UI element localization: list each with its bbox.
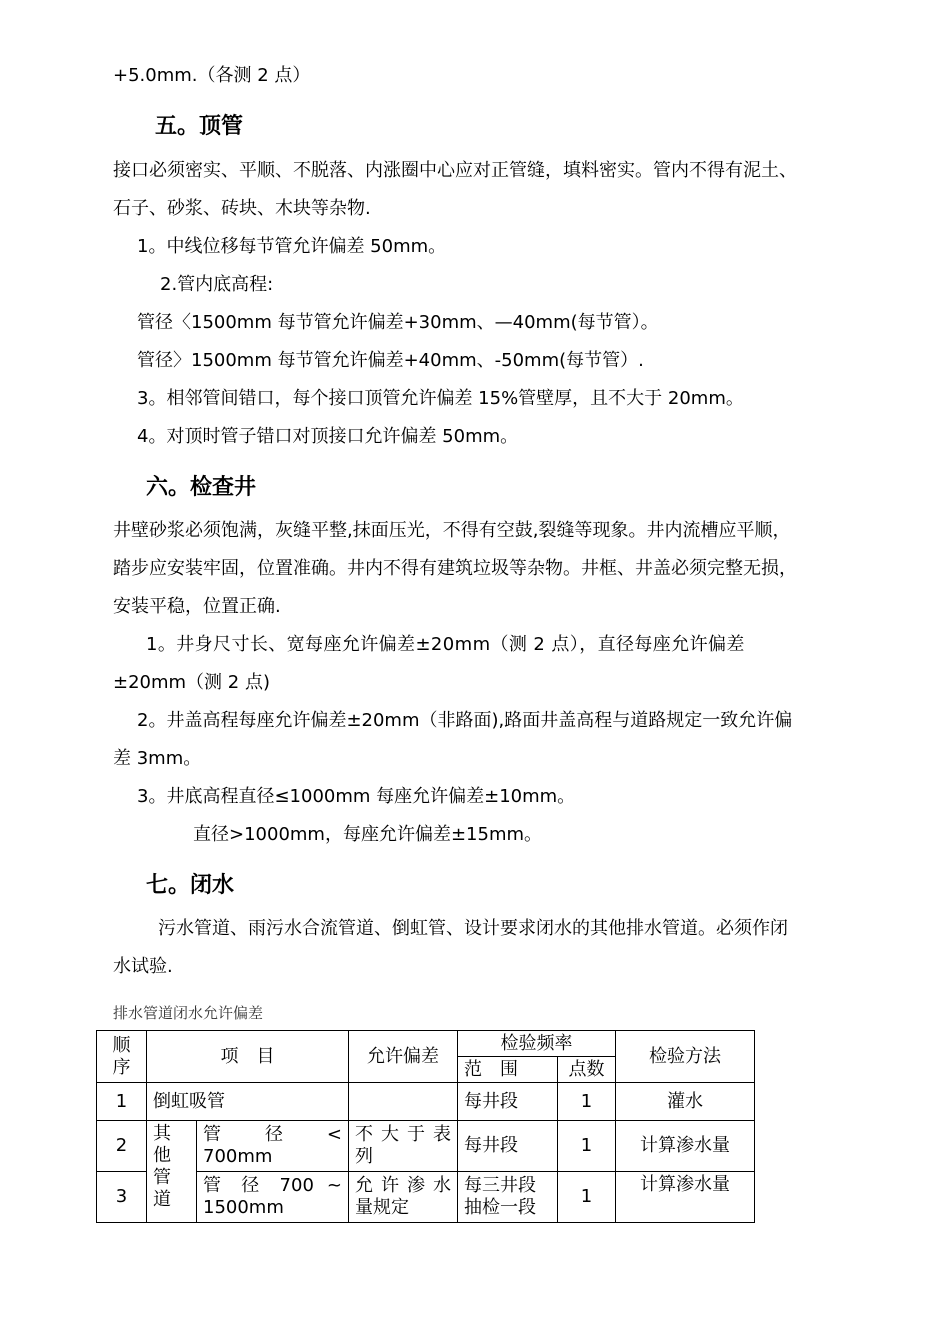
sec6-item-2-line1: 2。井盖高程每座允许偏差±20mm（非路面),路面井盖高程与道路规定一致允许偏 (137, 710, 793, 731)
row2-item-line1: 管 径 < (203, 1124, 342, 1145)
row2-tolerance-line2: 列 (355, 1146, 373, 1167)
header-range: 范 围 (458, 1057, 558, 1083)
other-pipes-label: 其 他 管 道 (147, 1121, 197, 1223)
header-frequency: 检验频率 (458, 1031, 616, 1057)
row2-range: 每井段 (458, 1121, 558, 1172)
row3-range (458, 1172, 558, 1223)
row2-item (197, 1121, 349, 1172)
row1-points: 1 (558, 1083, 616, 1121)
sec6-paragraph-line1: 井壁砂浆必须饱满，灰缝平整,抹面压光，不得有空鼓,裂缝等现象。井内流槽应平顺， (113, 520, 791, 541)
sec6-paragraph-line3: 安装平稳，位置正确. (113, 596, 281, 617)
table-row (97, 1083, 755, 1121)
sec5-item-1: 1。中线位移每节管允许偏差 50mm。 (137, 236, 447, 257)
header-tolerance: 允许偏差 (349, 1031, 458, 1083)
sec6-item-3-b: 直径>1000mm，每座允许偏差±15mm。 (193, 824, 543, 845)
sec5-item-2a: 管径〈1500mm 每节管允许偏差+30mm、—40mm(每节管）。 (137, 312, 659, 333)
sec6-item-2-line2: 差 3mm。 (113, 748, 202, 769)
section-6-title: 六。检查井 (146, 475, 257, 500)
sec5-item-2b: 管径〉1500mm 每节管允许偏差+40mm、-50mm(每节管）. (137, 350, 644, 371)
row2-method: 计算渗水量 (616, 1121, 755, 1172)
sec6-item-1-line2: ±20mm（测 2 点) (113, 672, 270, 693)
table-header-row (97, 1031, 755, 1057)
row2-seq: 2 (97, 1121, 147, 1172)
sec5-item-2: 2.管内底高程: (160, 274, 274, 295)
row1-seq: 1 (97, 1083, 147, 1121)
header-seq: 顺 序 (97, 1031, 147, 1083)
section-5-title: 五。顶管 (155, 114, 244, 139)
row1-method: 灌水 (616, 1083, 755, 1121)
sec5-paragraph-line2: 石子、砂浆、砖块、木块等杂物. (113, 198, 371, 219)
sec5-item-3: 3。相邻管间错口，每个接口顶管允许偏差 15%管壁厚，且不大于 20mm。 (137, 388, 744, 409)
sec6-item-1-line1: 1。井身尺寸长、宽每座允许偏差±20mm（测 2 点），直径每座允许偏差 (146, 634, 745, 655)
sec6-paragraph-line2: 踏步应安装牢固，位置准确。井内不得有建筑垃圾等杂物。井框、井盖必须完整无损， (113, 558, 797, 579)
intro-line: +5.0mm.（各测 2 点） (113, 65, 311, 86)
row3-tolerance (349, 1172, 458, 1223)
row2-item-line2: 700mm (203, 1146, 273, 1167)
table-row (97, 1121, 755, 1172)
row3-item (197, 1172, 349, 1223)
table-caption: 排水管道闭水允许偏差 (113, 1004, 264, 1022)
row2-tolerance-line1: 不大于表 (355, 1124, 451, 1145)
row2-points: 1 (558, 1121, 616, 1172)
row3-seq: 3 (97, 1172, 147, 1223)
row3-tolerance-line2: 量规定 (355, 1197, 409, 1218)
row1-tolerance (349, 1083, 458, 1121)
sec5-paragraph-line1: 接口必须密实、平顺、不脱落、内涨圈中心应对正管缝，填料密实。管内不得有泥土、 (113, 160, 797, 181)
sec5-item-4: 4。对顶时管子错口对顶接口允许偏差 50mm。 (137, 426, 519, 447)
row2-tolerance (349, 1121, 458, 1172)
sec6-item-3: 3。井底高程直径≤1000mm 每座允许偏差±10mm。 (137, 786, 576, 807)
row1-range: 每井段 (458, 1083, 558, 1121)
row3-method: 计算渗水量 (616, 1172, 755, 1223)
row3-item-line1: 管 径 700 ~ (203, 1175, 342, 1196)
section-7-title: 七。闭水 (146, 873, 235, 898)
header-item: 项 目 (147, 1031, 349, 1083)
row3-points: 1 (558, 1172, 616, 1223)
sec7-paragraph-line2: 水试验. (113, 956, 173, 977)
header-points: 点数 (558, 1057, 616, 1083)
row3-tolerance-line1: 允许渗水 (355, 1175, 451, 1196)
closed-water-tolerance-table (96, 1030, 755, 1223)
row3-item-line2: 1500mm (203, 1197, 284, 1218)
sec7-paragraph-line1: 污水管道、雨污水合流管道、倒虹管、设计要求闭水的其他排水管道。必须作闭 (158, 918, 788, 939)
row3-range-line1: 每三井段 (464, 1175, 536, 1196)
header-method: 检验方法 (616, 1031, 755, 1083)
row3-range-line2: 抽检一段 (464, 1197, 536, 1218)
row1-item: 倒虹吸管 (147, 1083, 349, 1121)
